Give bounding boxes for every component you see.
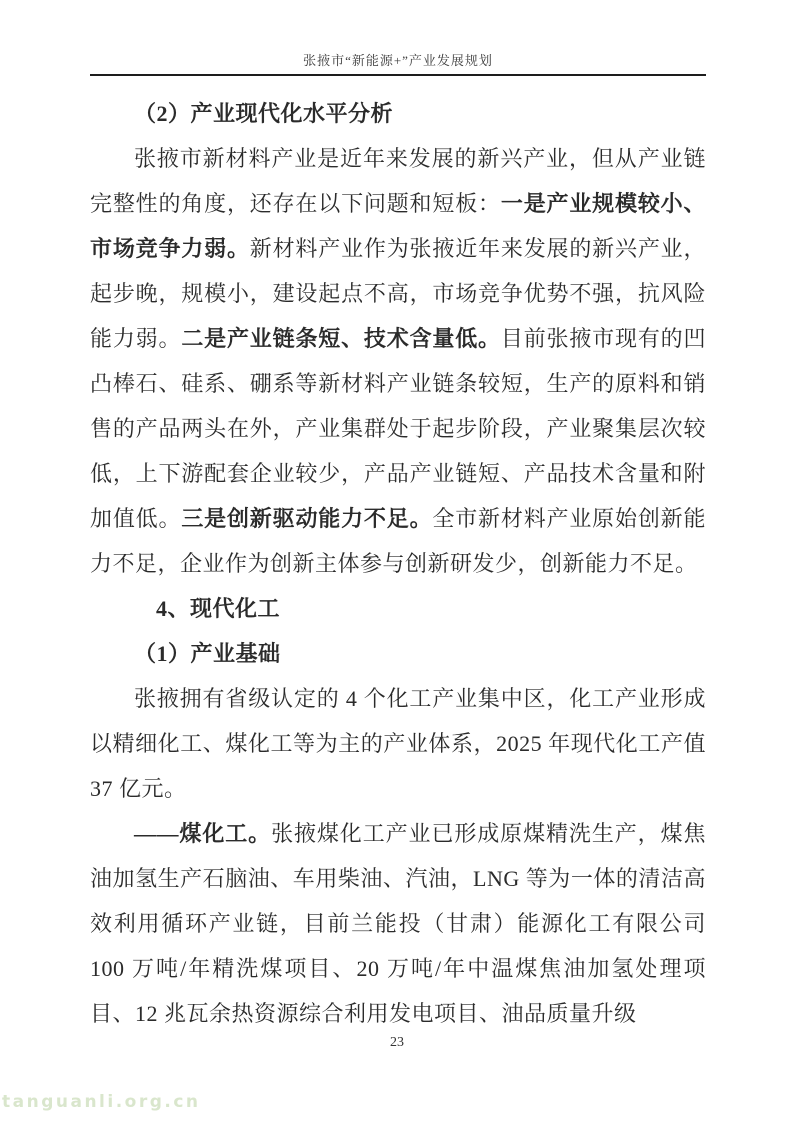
bold-text-run: （1）产业基础 bbox=[134, 641, 281, 666]
bold-text-run: 4、现代化工 bbox=[156, 596, 281, 621]
header-rule bbox=[90, 74, 706, 76]
document-body bbox=[90, 91, 706, 1036]
text-run: 张掖市新材料产业是近年来发展的新兴产业，但从产业链完整性的角度，还存在以下问题和短板： bbox=[90, 146, 706, 216]
text-run: 目前张掖市现有的凹凸棒石、硅系、硼系等新材料产业链条较短，生产的原料和销售的产品两头在外，产业集群处于起步阶段，产业聚集层次较低，上下游配套企业较少，产品产业链短、产品技术含量和附加值低。 bbox=[90, 326, 706, 531]
page-header bbox=[90, 0, 706, 76]
watermark-text: tanguanli.org.cn bbox=[2, 1092, 201, 1112]
page-number: 23 bbox=[390, 1035, 404, 1050]
paragraph-coal-chemical-industry bbox=[90, 811, 706, 1036]
bold-text-run: 三是创新驱动能力不足。 bbox=[181, 506, 433, 531]
bold-text-run: ——煤化工。 bbox=[134, 821, 272, 846]
text-run: 张掖拥有省级认定的 4 个化工产业集中区，化工产业形成以精细化工、煤化工等为主的产业体系，2025 年现代化工产值 37 亿元。 bbox=[90, 686, 706, 801]
paragraph-new-materials-shortcomings bbox=[90, 136, 706, 586]
text-run: 新材料产业作为张掖近年来发展的新兴产业，起步晚，规模小，建设起点不高，市场竞争优势不强，抗风险能力弱。 bbox=[90, 236, 706, 351]
section-heading-modern-chemical-industry bbox=[90, 586, 706, 631]
bold-text-run: （2）产业现代化水平分析 bbox=[134, 101, 394, 126]
text-run: 张掖煤化工产业已形成原煤精洗生产，煤焦油加氢生产石脑油、车用柴油、汽油，LNG 等为一体的清洁高效利用循环产业链，目前兰能投（甘肃）能源化工有限公司 100 万吨/年精洗煤项目、20 万吨/年中温煤焦油加氢处理项目、12 兆瓦余热资源综合利用发电项目、油品质量升级 bbox=[90, 821, 706, 1026]
text-run: 全市新材料产业原始创新能力不足，企业作为创新主体参与创新研发少，创新能力不足。 bbox=[90, 506, 706, 576]
header-title: 张掖市“新能源+”产业发展规划 bbox=[303, 53, 493, 68]
bold-text-run: 二是产业链条短、技术含量低。 bbox=[181, 326, 501, 351]
section-heading-industry-base bbox=[90, 631, 706, 676]
paragraph-chemical-industry-base bbox=[90, 676, 706, 811]
bold-text-run: 一是产业规模较小、市场竞争力弱。 bbox=[90, 191, 706, 261]
section-heading-industry-modernization-analysis bbox=[90, 91, 706, 136]
